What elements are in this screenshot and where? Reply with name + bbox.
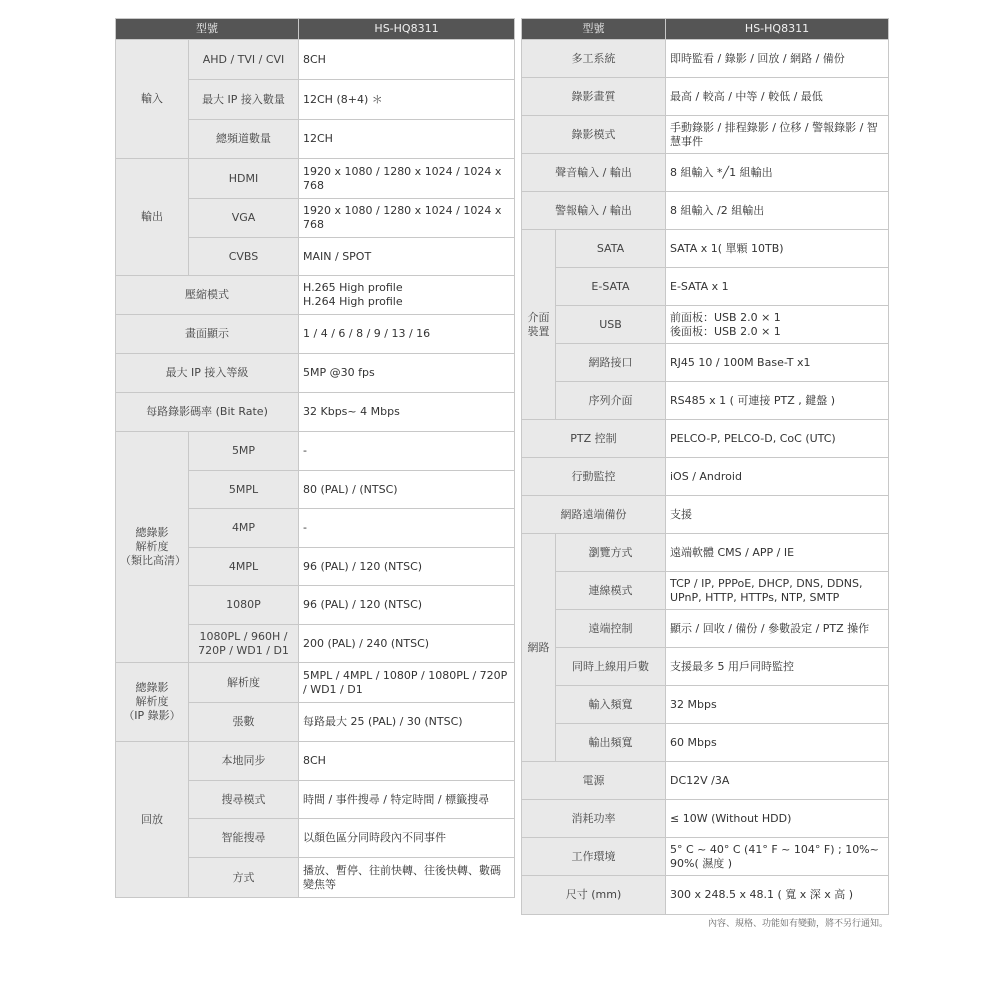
row-value: 300 x 248.5 x 48.1 ( 寬 x 深 x 高 ) [666,876,889,915]
table-row [522,192,889,230]
table-row [116,393,515,432]
table-row [522,116,889,154]
table-row [522,382,889,420]
row-label: 1080PL / 960H / 720P / WD1 / D1 [189,625,299,663]
table-row [522,268,889,306]
row-label: 電源 [522,762,666,800]
row-value: 手動錄影 / 排程錄影 / 位移 / 警報錄影 / 智慧事件 [666,116,889,154]
row-value: TCP / IP, PPPoE, DHCP, DNS, DDNS, UPnP, HTTP, HTTPs, NTP, SMTP [666,572,889,610]
row-value: 5° C ~ 40° C (41° F ~ 104° F) ; 10%~ 90%( 濕度 ) [666,838,889,876]
row-label: 1080P [189,586,299,625]
row-label: 消耗功率 [522,800,666,838]
row-value: 支援 [666,496,889,534]
row-label: 方式 [189,858,299,898]
row-value: DC12V /3A [666,762,889,800]
row-value: 即時監看 / 錄影 / 回放 / 網路 / 備份 [666,40,889,78]
table-row [522,344,889,382]
row-value: 支援最多 5 用戶同時監控 [666,648,889,686]
table-row [116,276,515,315]
table-row [522,648,889,686]
row-label: 最大 IP 接入等級 [116,354,299,393]
row-label: 行動監控 [522,458,666,496]
table-row [522,496,889,534]
row-value: 5MP @30 fps [299,354,515,393]
row-label: 遠端控制 [556,610,666,648]
table-row [116,315,515,354]
row-value: 時間 / 事件搜尋 / 特定時間 / 標籤搜尋 [299,781,515,819]
row-label: 智能搜尋 [189,819,299,858]
table-row [522,230,889,268]
table-row [116,432,515,471]
row-value: 1 / 4 / 6 / 8 / 9 / 13 / 16 [299,315,515,354]
row-value: 遠端軟體 CMS / APP / IE [666,534,889,572]
row-label: 序列介面 [556,382,666,420]
row-label: 網路遠端備份 [522,496,666,534]
row-label: 5MP [189,432,299,471]
spec-table-right [521,18,889,915]
row-label: 張數 [189,703,299,742]
row-value: 每路最大 25 (PAL) / 30 (NTSC) [299,703,515,742]
row-label: 錄影畫質 [522,78,666,116]
row-label: 網路接口 [556,344,666,382]
row-label: 5MPL [189,471,299,509]
row-value: 1920 x 1080 / 1280 x 1024 / 1024 x 768 [299,159,515,199]
row-value: 8CH [299,40,515,80]
row-label: SATA [556,230,666,268]
row-value: 32 Mbps [666,686,889,724]
row-label: 4MP [189,509,299,548]
row-label: 4MPL [189,548,299,586]
row-value: 前面板：USB 2.0 × 1 後面板：USB 2.0 × 1 [666,306,889,344]
row-label: 多工系統 [522,40,666,78]
row-label: 搜尋模式 [189,781,299,819]
table-row [522,534,889,572]
table-row [522,762,889,800]
table-row [522,154,889,192]
row-label: VGA [189,199,299,238]
row-value: 8 組輸入 *╱1 組輸出 [666,154,889,192]
table-row [522,610,889,648]
row-value: - [299,432,515,471]
row-value: SATA x 1( 單顆 10TB) [666,230,889,268]
row-label: AHD / TVI / CVI [189,40,299,80]
row-value: 1920 x 1080 / 1280 x 1024 / 1024 x 768 [299,199,515,238]
group-label-input: 輸入 [116,40,189,159]
table-row [116,354,515,393]
row-label: 連線模式 [556,572,666,610]
row-label: 解析度 [189,663,299,703]
row-label: 本地同步 [189,742,299,781]
table-row [522,306,889,344]
row-value: 12CH (8+4) ＊ [299,80,515,120]
row-label: 尺寸 (mm) [522,876,666,915]
row-label: 同時上線用戶數 [556,648,666,686]
row-value: 200 (PAL) / 240 (NTSC) [299,625,515,663]
group-label-ip-resolution: 總錄影 解析度 （IP 錄影） [116,663,189,742]
row-label: USB [556,306,666,344]
table-row [522,40,889,78]
row-label: 總頻道數量 [189,120,299,159]
row-value: MAIN / SPOT [299,238,515,276]
row-value: 顯示 / 回收 / 備份 / 參數設定 / PTZ 操作 [666,610,889,648]
row-value: 播放、暫停、往前快轉、往後快轉、數碼變焦等 [299,858,515,898]
group-label-recording-resolution: 總錄影 解析度 （類比高清） [116,432,189,663]
row-value: iOS / Android [666,458,889,496]
row-label: 壓縮模式 [116,276,299,315]
row-value: H.265 High profile H.264 High profile [299,276,515,315]
header-model-label: 型號 [522,19,666,40]
table-row [116,663,515,703]
table-row [116,159,515,199]
table-row [522,78,889,116]
row-label: 輸入頻寬 [556,686,666,724]
row-label: 每路錄影碼率 (Bit Rate) [116,393,299,432]
table-row [522,458,889,496]
row-label: 最大 IP 接入數量 [189,80,299,120]
row-value: 以顏色區分同時段內不同事件 [299,819,515,858]
row-value: 96 (PAL) / 120 (NTSC) [299,586,515,625]
row-value: - [299,509,515,548]
spec-table-left [115,18,515,898]
table-header-row [116,19,515,40]
table-row [522,876,889,915]
row-value: 最高 / 較高 / 中等 / 較低 / 最低 [666,78,889,116]
row-value: ≤ 10W (Without HDD) [666,800,889,838]
row-value: 96 (PAL) / 120 (NTSC) [299,548,515,586]
row-label: E-SATA [556,268,666,306]
row-label: HDMI [189,159,299,199]
row-label: 聲音輸入 / 輸出 [522,154,666,192]
group-label-network: 網路 [522,534,556,762]
row-label: CVBS [189,238,299,276]
row-label: 輸出頻寬 [556,724,666,762]
row-label: PTZ 控制 [522,420,666,458]
row-value: E-SATA x 1 [666,268,889,306]
table-row [522,572,889,610]
group-label-playback: 回放 [116,742,189,898]
row-value: 60 Mbps [666,724,889,762]
row-value: 32 Kbps~ 4 Mbps [299,393,515,432]
row-value: 80 (PAL) / (NTSC) [299,471,515,509]
row-label: 畫面顯示 [116,315,299,354]
table-row [116,742,515,781]
row-label: 錄影模式 [522,116,666,154]
row-value: 8 組輸入 /2 組輸出 [666,192,889,230]
group-label-interface: 介面 裝置 [522,230,556,420]
row-value: RJ45 10 / 100M Base-T x1 [666,344,889,382]
table-row [522,838,889,876]
table-header-row [522,19,889,40]
table-row [522,686,889,724]
group-label-output: 輸出 [116,159,189,276]
table-row [522,724,889,762]
disclaimer-footnote: 內容、規格、功能如有變動，將不另行通知。 [707,919,888,929]
row-value: PELCO-P, PELCO-D, CoC (UTC) [666,420,889,458]
row-label: 工作環境 [522,838,666,876]
row-value: 12CH [299,120,515,159]
table-row [522,800,889,838]
row-value: 5MPL / 4MPL / 1080P / 1080PL / 720P / WD1 / D1 [299,663,515,703]
header-model-label: 型號 [116,19,299,40]
header-model-value: HS-HQ8311 [666,19,889,40]
row-label: 瀏覽方式 [556,534,666,572]
row-value: RS485 x 1 ( 可連接 PTZ , 鍵盤 ) [666,382,889,420]
table-row [116,40,515,80]
header-model-value: HS-HQ8311 [299,19,515,40]
table-row [522,420,889,458]
row-label: 警報輸入 / 輸出 [522,192,666,230]
row-value: 8CH [299,742,515,781]
